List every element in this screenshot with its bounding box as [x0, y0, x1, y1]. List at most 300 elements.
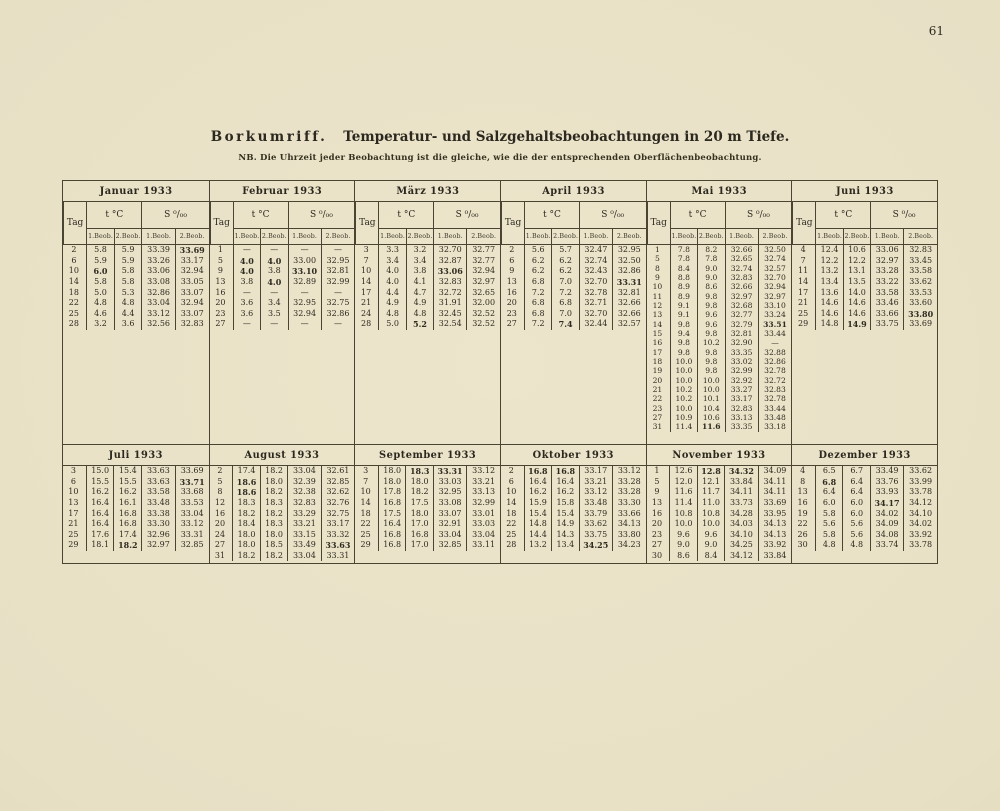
temp2-cell: 5.2 [406, 319, 433, 330]
temp2-cell: 7.4 [552, 319, 579, 330]
sal1-cell: 34.12 [725, 551, 758, 562]
temp1-cell: 9.0 [670, 540, 697, 551]
day-cell: 13 [215, 277, 226, 287]
sal1-cell: 33.21 [288, 519, 321, 530]
sal2-cell: 32.86 [612, 266, 645, 277]
temp1-cell: 10.0 [670, 376, 697, 385]
sal1-cell: 32.86 [142, 287, 175, 298]
sal1-cell: 34.17 [870, 498, 903, 509]
temp1-cell: 18.3 [233, 498, 260, 509]
sal1-cell: 33.30 [142, 519, 176, 530]
day-cell: 4 [800, 245, 806, 255]
temp2-cell: 6.0 [843, 498, 870, 509]
data-row [63, 466, 209, 477]
sal1-cell: 32.87 [434, 256, 467, 267]
day-cell: 9 [217, 266, 223, 276]
temp1-cell: 4.6 [87, 309, 115, 320]
data-row [647, 282, 791, 291]
day-cell: 15 [652, 328, 663, 338]
month-block-mai-1933 [646, 181, 792, 444]
sal2-cell: 33.31 [175, 530, 209, 541]
day-cell: 20 [651, 519, 663, 529]
observation-subheader: 2.Beob. [175, 229, 208, 245]
sal1-cell: — [288, 245, 321, 256]
temp1-cell: 11.6 [670, 487, 697, 498]
temp2-cell: 6.7 [843, 466, 870, 477]
sal2-cell: 33.71 [175, 477, 209, 488]
sal1-cell: 32.66 [725, 282, 758, 291]
temp2-cell: 10.6 [698, 413, 725, 422]
sal1-cell: 33.06 [142, 266, 175, 277]
salinity-column-header: S ⁰/₀₀ [725, 202, 791, 229]
sal1-cell: 33.35 [725, 423, 758, 432]
temp1-cell: 4.9 [379, 298, 406, 309]
data-row [647, 366, 791, 375]
temp1-cell: 5.8 [815, 508, 842, 519]
temp1-cell: 16.4 [86, 519, 114, 530]
day-cell: 18 [68, 287, 79, 297]
temperature-column-header: t °C [233, 202, 288, 229]
sal2-cell: 32.85 [321, 477, 354, 488]
temp2-cell: 13.5 [843, 277, 870, 288]
temp2-cell: 3.5 [261, 309, 288, 320]
temperature-column-header: t °C [379, 202, 434, 229]
day-cell: 7 [363, 255, 369, 265]
day-cell: 29 [798, 319, 809, 329]
data-row [502, 287, 646, 298]
data-row [647, 413, 791, 422]
temp2-cell: 9.8 [698, 292, 725, 301]
sal1-cell: 33.74 [870, 540, 903, 551]
temp1-cell: 9.4 [670, 329, 697, 338]
temp1-cell: 10.0 [670, 366, 697, 375]
month-table-april-1933 [501, 181, 646, 330]
sal2-cell: 33.04 [467, 530, 500, 541]
sal1-cell: 32.68 [725, 301, 758, 310]
day-cell: 21 [68, 519, 79, 529]
sal1-cell: 33.00 [288, 256, 321, 267]
temp1-cell: 16.8 [378, 530, 405, 541]
sal1-cell: 32.54 [434, 319, 467, 330]
day-cell: 6 [70, 476, 76, 486]
day-cell: 2 [509, 245, 515, 255]
sal1-cell: 33.04 [142, 298, 175, 309]
temp2-cell: 4.0 [261, 256, 288, 267]
sal2-cell: 32.94 [175, 298, 208, 309]
salinity-column-header: S ⁰/₀₀ [142, 202, 209, 229]
sal1-cell: 32.91 [433, 519, 466, 530]
sal1-cell: 33.12 [142, 309, 175, 320]
temp1-cell: 10.8 [670, 508, 697, 519]
sal1-cell: 33.27 [725, 385, 758, 394]
sal2-cell: 32.94 [467, 266, 500, 277]
day-cell: 5 [217, 255, 223, 265]
month-header: Dezember 1933 [792, 445, 937, 466]
sal1-cell: 33.38 [142, 508, 176, 519]
data-row [502, 245, 646, 256]
data-row [355, 498, 500, 509]
temp1-cell: — [233, 287, 260, 298]
observation-subheader: 2.Beob. [698, 229, 725, 245]
data-row [501, 466, 646, 477]
day-cell: 7 [800, 255, 806, 265]
temp2-cell: 6.2 [552, 266, 579, 277]
temp1-cell: 18.1 [86, 540, 114, 551]
months-bottom-band [63, 445, 937, 563]
day-cell: 13 [68, 498, 79, 508]
data-row [647, 519, 792, 530]
temp2-cell: 9.8 [698, 348, 725, 357]
sal2-cell: 33.60 [904, 298, 937, 309]
data-row [793, 266, 937, 277]
temp1-cell: 8.9 [670, 292, 697, 301]
month-header: Mai 1933 [647, 181, 791, 202]
day-cell: 30 [651, 551, 663, 561]
temp2-cell: 16.2 [552, 487, 579, 498]
day-cell: 25 [68, 529, 79, 539]
temp1-cell: 18.2 [233, 551, 260, 562]
sal2-cell: 33.07 [175, 309, 208, 320]
salinity-column-header: S ⁰/₀₀ [871, 202, 937, 229]
month-header: März 1933 [356, 181, 500, 202]
temp2-cell: 14.3 [552, 530, 579, 541]
sal2-cell: 32.78 [758, 366, 791, 375]
data-row [793, 277, 937, 288]
data-row [210, 309, 354, 320]
temp2-cell: 5.8 [114, 266, 142, 277]
day-cell: 12 [652, 300, 663, 310]
month-block-oktober-1933 [500, 445, 646, 563]
sal2-cell: 33.69 [758, 498, 791, 509]
sal2-cell: 34.11 [758, 477, 791, 488]
sal1-cell: 32.71 [579, 298, 612, 309]
temp2-cell: 14.0 [843, 287, 870, 298]
temp1-cell: 10.0 [670, 404, 697, 413]
temp1-cell: 4.0 [233, 256, 260, 267]
sal2-cell: 32.70 [758, 273, 791, 282]
day-cell: 16 [652, 338, 663, 348]
day-cell: 10 [68, 487, 79, 497]
day-cell: 22 [506, 519, 517, 529]
sal1-cell: 33.58 [871, 287, 904, 298]
day-cell: 17 [652, 347, 663, 357]
day-cell: 12 [214, 498, 226, 508]
sal1-cell: 33.29 [288, 508, 321, 519]
data-row [63, 498, 209, 509]
day-cell: 10 [506, 487, 517, 497]
sal2-cell: 32.95 [321, 256, 354, 267]
day-cell: 26 [797, 529, 808, 539]
data-row [647, 273, 791, 282]
data-row [210, 519, 355, 530]
sal2-cell: 32.74 [758, 254, 791, 263]
temp2-cell: 10.0 [698, 376, 725, 385]
day-cell: 10 [360, 487, 371, 497]
temp2-cell: 16.8 [406, 530, 433, 541]
observation-subheader: 1.Beob. [670, 229, 697, 245]
temp1-cell: 6.8 [525, 298, 552, 309]
temp1-cell: 9.1 [670, 301, 697, 310]
sal1-cell: 32.94 [288, 309, 321, 320]
sal2-cell: 32.77 [467, 245, 500, 256]
temp2-cell: 3.4 [406, 256, 433, 267]
temp2-cell: 5.6 [843, 519, 870, 530]
sal1-cell: 32.43 [579, 266, 612, 277]
sal2-cell: 34.10 [904, 508, 937, 519]
month-header: Oktober 1933 [501, 445, 646, 466]
temp2-cell: 5.9 [114, 256, 142, 267]
sal2-cell: 33.69 [175, 245, 208, 256]
day-cell: 1 [217, 245, 223, 255]
temp2-cell: 14.6 [843, 298, 870, 309]
temp1-cell: 15.5 [86, 477, 114, 488]
temp2-cell: 4.8 [406, 309, 433, 320]
day-column-header: Tag [647, 202, 670, 245]
temp2-cell: 18.3 [406, 466, 433, 477]
day-cell: 25 [798, 308, 809, 318]
data-row [793, 319, 937, 330]
data-row [647, 540, 792, 551]
temp2-cell: 7.0 [552, 277, 579, 288]
temp1-cell: 4.8 [87, 298, 115, 309]
sal1-cell: — [288, 287, 321, 298]
day-cell: 20 [215, 298, 226, 308]
data-row [63, 487, 209, 498]
temp1-cell: 17.4 [233, 466, 260, 477]
data-row [64, 277, 209, 288]
sal1-cell: 32.44 [579, 319, 612, 330]
data-row [356, 287, 500, 298]
sal1-cell: 33.76 [870, 477, 903, 488]
day-cell: 27 [214, 540, 226, 550]
day-cell: 8 [217, 487, 223, 497]
sal2-cell: 33.21 [467, 477, 500, 488]
temp2-cell: 14.6 [843, 309, 870, 320]
month-block-august-1933 [209, 445, 355, 563]
data-row [792, 466, 937, 477]
temp1-cell: 6.2 [525, 266, 552, 277]
day-cell: 4 [800, 466, 806, 476]
temp2-cell: 3.8 [406, 266, 433, 277]
sal2-cell: 33.69 [175, 466, 209, 477]
data-row [63, 477, 209, 488]
temp2-cell: — [261, 287, 288, 298]
sal1-cell: 32.74 [579, 256, 612, 267]
temp1-cell: 16.4 [86, 498, 114, 509]
sal2-cell: 33.62 [904, 277, 937, 288]
day-cell: 21 [798, 298, 809, 308]
temp1-cell: 7.8 [670, 245, 697, 255]
data-row [792, 530, 937, 541]
day-cell: 14 [68, 277, 79, 287]
temp2-cell: 18.2 [260, 466, 287, 477]
temp2-cell: 18.2 [114, 540, 142, 551]
data-row [210, 256, 354, 267]
data-row [647, 395, 791, 404]
data-row [501, 498, 646, 509]
sal1-cell: 33.04 [288, 466, 321, 477]
day-cell: 11 [652, 291, 663, 301]
data-row [356, 277, 500, 288]
sal1-cell: 32.97 [142, 540, 176, 551]
sal1-cell: 33.49 [288, 540, 321, 551]
day-cell: 23 [651, 529, 663, 539]
data-row [356, 256, 500, 267]
month-header: November 1933 [647, 445, 792, 466]
sal2-cell: 33.03 [467, 519, 500, 530]
observation-subheader: 1.Beob. [379, 229, 406, 245]
temp1-cell: 16.8 [524, 466, 551, 477]
sal1-cell: 33.79 [579, 508, 612, 519]
sal1-cell: 34.25 [725, 540, 758, 551]
temp1-cell: 16.4 [524, 477, 551, 488]
salinity-column-header: S ⁰/₀₀ [434, 202, 500, 229]
temp1-cell: 16.2 [524, 487, 551, 498]
sal2-cell: 32.61 [321, 466, 354, 477]
day-cell: 23 [506, 308, 517, 318]
day-cell: 8 [655, 263, 660, 273]
sal1-cell: 33.35 [725, 348, 758, 357]
temp1-cell: 7.8 [670, 254, 697, 263]
temp1-cell: 6.8 [525, 277, 552, 288]
temp2-cell: 12.2 [843, 256, 870, 267]
sal1-cell: 33.12 [579, 487, 612, 498]
sal2-cell: 32.75 [321, 508, 354, 519]
temp2-cell: 12.1 [697, 477, 724, 488]
temp1-cell: 18.0 [233, 530, 260, 541]
sal2-cell: 33.31 [612, 277, 645, 288]
sal2-cell: 33.92 [904, 530, 937, 541]
data-row [210, 298, 354, 309]
sal1-cell: 34.28 [725, 508, 758, 519]
sal1-cell: 32.65 [725, 254, 758, 263]
sal1-cell: 33.46 [871, 298, 904, 309]
day-cell: 18 [652, 357, 663, 366]
data-row [793, 309, 937, 320]
data-row [647, 310, 791, 319]
sal1-cell: 32.95 [433, 487, 466, 498]
temp1-cell: 7.2 [525, 319, 552, 330]
day-cell: 14 [506, 498, 517, 508]
month-table-oktober-1933 [501, 445, 646, 551]
temp2-cell: 10.6 [843, 245, 870, 256]
temp2-cell: 8.4 [697, 551, 724, 562]
sal1-cell: 33.17 [579, 466, 612, 477]
data-row [210, 540, 355, 551]
temp1-cell: 8.8 [670, 273, 697, 282]
day-cell: 11 [798, 266, 809, 276]
data-row [63, 530, 209, 541]
sal1-cell: 33.02 [725, 357, 758, 366]
sal2-cell: 33.80 [904, 309, 937, 320]
sal1-cell: 33.63 [142, 466, 176, 477]
data-row [355, 508, 500, 519]
day-column-header: Tag [64, 202, 87, 245]
data-row [501, 519, 646, 530]
day-cell: 19 [797, 508, 808, 518]
sal2-cell: 33.18 [758, 423, 791, 432]
day-cell: 28 [68, 319, 79, 329]
sal1-cell: 33.04 [288, 551, 321, 562]
day-cell: 17 [361, 287, 372, 297]
temp2-cell: 3.2 [406, 245, 433, 256]
temp1-cell: 12.2 [816, 256, 843, 267]
salinity-column-header: S ⁰/₀₀ [288, 202, 354, 229]
data-row [647, 376, 791, 385]
temp1-cell: 8.4 [670, 264, 697, 273]
data-row [63, 519, 209, 530]
sal2-cell: 32.94 [175, 266, 208, 277]
temp2-cell: 17.0 [406, 519, 433, 530]
temperature-column-header: t °C [87, 202, 142, 229]
temp1-cell: 18.6 [233, 487, 260, 498]
temp2-cell: 18.5 [260, 540, 287, 551]
temp2-cell: 15.5 [114, 477, 142, 488]
temp2-cell: 18.0 [406, 508, 433, 519]
sal1-cell: 32.90 [725, 338, 758, 347]
day-cell: 22 [68, 298, 79, 308]
data-row [792, 477, 937, 488]
day-cell: 25 [68, 308, 79, 318]
temp1-cell: 3.6 [233, 309, 260, 320]
data-row [355, 487, 500, 498]
day-cell: 27 [651, 540, 663, 550]
sal1-cell: 33.08 [433, 498, 466, 509]
temp2-cell: 9.8 [698, 329, 725, 338]
temp1-cell: 18.0 [378, 466, 405, 477]
data-row [647, 466, 792, 477]
temp2-cell: 5.7 [552, 245, 579, 256]
data-row [647, 487, 792, 498]
data-row [793, 245, 937, 256]
temp1-cell: 8.9 [670, 282, 697, 291]
day-cell: 5 [654, 476, 660, 486]
data-row [647, 254, 791, 263]
day-column-header: Tag [210, 202, 233, 245]
temp2-cell: 5.9 [114, 245, 142, 256]
data-row [793, 298, 937, 309]
sal2-cell: 32.83 [175, 319, 208, 330]
observation-subheader: 1.Beob. [525, 229, 552, 245]
sal2-cell: 32.00 [467, 298, 500, 309]
day-cell: 22 [360, 519, 371, 529]
data-row [647, 498, 792, 509]
sal2-cell: 33.53 [904, 287, 937, 298]
sal1-cell: 34.08 [870, 530, 903, 541]
sal1-cell: 32.83 [725, 404, 758, 413]
month-block-januar-1933 [63, 181, 209, 444]
footnote-nb: NB. Die Uhrzeit jeder Beobachtung ist die gleiche, wie die der entsprechenden Oberflächenbeobachtung. [238, 153, 762, 163]
sal2-cell: 33.12 [612, 466, 645, 477]
sal1-cell: 33.75 [871, 319, 904, 330]
day-cell: 5 [655, 254, 660, 264]
temp1-cell: 5.0 [87, 287, 115, 298]
sal1-cell: 32.77 [725, 310, 758, 319]
temp1-cell: 10.0 [670, 357, 697, 366]
sal2-cell: 32.81 [612, 287, 645, 298]
sal2-cell: 32.50 [612, 256, 645, 267]
sal2-cell: 33.44 [758, 329, 791, 338]
day-cell: 31 [214, 551, 226, 561]
temp2-cell: 17.5 [406, 498, 433, 509]
temp2-cell: — [261, 245, 288, 256]
data-row [647, 301, 791, 310]
day-cell: 21 [361, 298, 372, 308]
temp2-cell: 9.6 [698, 320, 725, 329]
data-row [501, 477, 646, 488]
data-row [210, 287, 354, 298]
temp1-cell: 14.8 [816, 319, 843, 330]
